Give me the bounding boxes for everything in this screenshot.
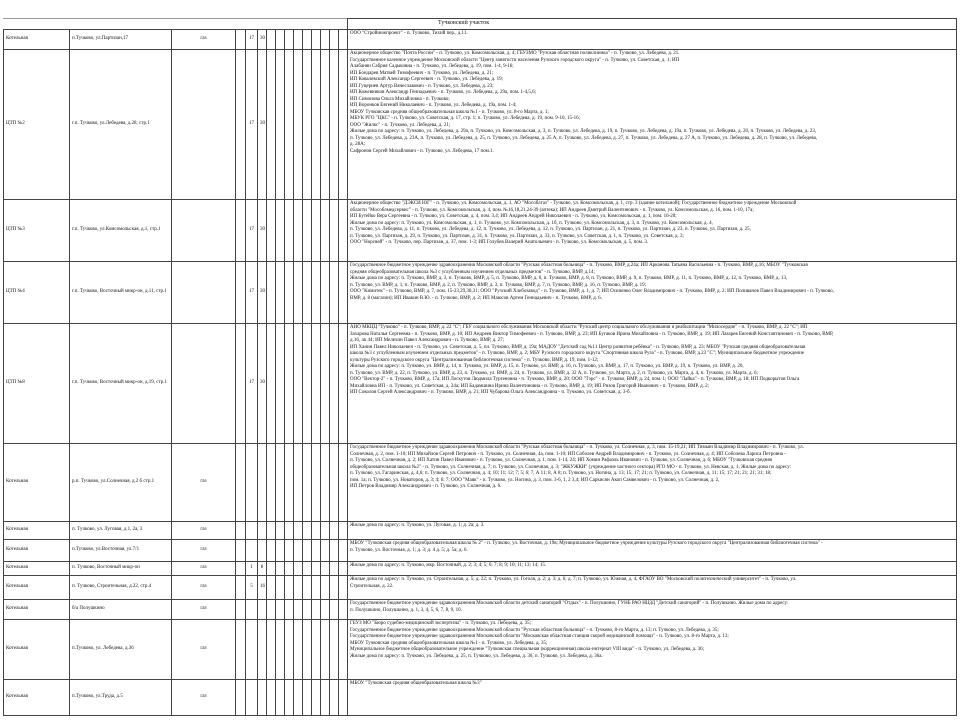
consumer-line: ООО "Норсвей" - п. Тучково, пер. Партизан, д. 37, пом. 1-3; ИП Голубев Валерий Анатольевич - п. Тучково, ул. Комсомольская, д. 5, пом. 3. xyxy=(350,240,649,245)
value-cell-2 xyxy=(258,540,267,562)
empty-cell xyxy=(276,680,285,716)
consumer-line: ООО "Стройинжпроект" - п. Тучково, Тихий пер., д.11. xyxy=(350,31,468,36)
empty-cell xyxy=(294,680,303,716)
empty-cell xyxy=(294,444,303,522)
fuel-cell: газ xyxy=(172,522,236,540)
source-type-cell: Котельная xyxy=(4,620,70,680)
fuel-cell: газ xyxy=(172,30,236,50)
consumers-cell xyxy=(348,620,957,680)
consumer-line: ИП Ковалевский Александр Сергеевич - п. Тучково, ул. Лебедева, д. 19; xyxy=(350,77,503,82)
empty-cell xyxy=(236,576,246,600)
table-row xyxy=(4,444,957,522)
consumer-line: п. Тучково, ул. Солнечная, д. 2; ИП Хатин Павел Иванович - п. Тучково, ул. Солнечная, д. 1, пом. 1-14, 24; ИП Хомин Рафаэль Иванович - п. Тучково, ул. Солнечная, д. 6; МБОУ "Тучковская средняя xyxy=(350,458,772,463)
table-row xyxy=(4,200,957,262)
empty-cell xyxy=(303,200,312,262)
source-address-cell: п.Тучково, ул.Восточная, ул.7/1 xyxy=(70,540,172,562)
empty-cell xyxy=(267,576,276,600)
source-address-cell: г.п. Тучково, Восточный микр-он, д.11, стр.1 xyxy=(70,262,172,324)
empty-cell xyxy=(330,30,339,50)
empty-cell xyxy=(321,620,330,680)
empty-cell xyxy=(321,444,330,522)
empty-cell xyxy=(276,324,285,444)
empty-cell xyxy=(339,30,348,50)
fuel-cell xyxy=(172,50,236,200)
consumer-line: п. Тучково, ул. Партизан, д. 29, п. Тучково, ул. Партизан, д. 31, п. Тучково, ул. Партизан, д. 33, п. Тучково, ул. Советская, д. 1, п. Тучково, ул. Советская, д. 3; xyxy=(350,233,684,239)
empty-cell xyxy=(321,576,330,600)
value-cell-2: 30 xyxy=(258,200,267,262)
source-address-cell: п. Тучково, ул. Луговая, д.1, 2а, 3 xyxy=(70,522,172,540)
value-cell-2: 30 xyxy=(258,50,267,200)
consumers-cell xyxy=(348,324,957,444)
empty-cell xyxy=(267,600,276,620)
consumer-line: Акционерное общество "Почта России" - п. Тучково, ул. Комсомольская, д. 4; ГБУЗМО "Рузская областная поликлиника" - п. Тучково, ул. Лебедева, д. 21. xyxy=(350,51,680,56)
value-cell-1: 17 xyxy=(246,200,258,262)
consumer-line: АНО МКЦЦ "Тучково" - п. Тучково, ВМР, д. 22 "С"; ГБУ социального обслуживания Московской области "Рузский центр социального обслуживания и реабилитации "Милосердие" - п. Тучково, ВМР, д. 22 "С"; ИП xyxy=(350,325,808,330)
table-body xyxy=(4,19,957,716)
empty-cell xyxy=(303,262,312,324)
source-type-cell: Котельная xyxy=(4,540,70,562)
empty-cell xyxy=(330,600,339,620)
source-address-cell: г.п. Тучково, ул.Комсомольская, д.1, стр.1 xyxy=(70,200,172,262)
consumer-line: области "Мособлмедсервис" - п. Тучково, ул. Комсомольская, д. 4, пом. №16,18,21,24-39 (аптека); ИП Андреев Дмитрий Валентинович - п. Тучково, ул. Комсомольская, д. 16, пом. 1-10, 17а; xyxy=(350,207,754,213)
consumer-line: ООО "Кимитек" - п. Тучково, ВМР, д. 7, пом. 15-23,29,30,31; ООО "Рузский Хлебозавод" - п. Тучково, ВМР, д. 1, д. 7; ИП Осипенко Олег Владимирович - п. Тучково, ВМР, д. 2; ИП Поливанов Павел Владимирович - п. Тучково, xyxy=(350,289,834,294)
empty-cell xyxy=(312,30,321,50)
consumer-line: МБОУ Тучковская средняя общеобразовательная школа №1 - п. Тучково, ул. Лебедева, д. 35; xyxy=(350,640,548,646)
source-type-cell: Котельная xyxy=(4,444,70,522)
consumers-cell xyxy=(348,562,957,576)
fuel-cell: газ xyxy=(172,562,236,576)
source-type-cell: ЦТП №2 xyxy=(4,50,70,200)
consumer-line: ИП Соколов Сергей Александрович - п. Тучково, ВМР, д. 21; ИП Чубарова Ольга Александровна - п. Тучково, ул. Советская, д. 3-б. xyxy=(350,390,631,395)
consumer-line: д.16, лк 44; ИП Мелехин Павел Александрович - п. Тучково, ВМР, д. 27; xyxy=(350,338,505,343)
empty-cell xyxy=(276,444,285,522)
empty-cell xyxy=(267,444,276,522)
consumer-line: ИП Бондарев Матвей Тимофеевич - п. Тучково, ул. Лебедева, д. 21; xyxy=(350,70,494,76)
consumer-line: п. Тучково, ул. ВМР, д. 1, п. Тучково, ВМР, д. 2, п. Тучково, ВМР, д. 3, п. Тучково, ВМР, д. 7, п. Тучково, ВМР, д. 16, п. Тучково, ВМР, д. 19; xyxy=(350,282,647,288)
source-type-cell: Котельная xyxy=(4,522,70,540)
consumer-line: Жилые дома по адресу: п. Тучково, ул. Строительная, д. 5; д. 22; п. Тучково, ул. Гоголя, д. 2; д. 3; д. 6; д. 7; п. Тучково, ул. Южная, д. 4, ФГАОУ ВО "Московский политехнический университет" - п. Тучково, ул. xyxy=(350,577,797,582)
table-row xyxy=(4,600,957,620)
empty-cell xyxy=(312,576,321,600)
consumer-line: Алабанян Сабрия Садыковна - п. Тучково, ул. Лебедева, д. 19, пом. 1-4, 9-16; xyxy=(350,64,514,69)
consumer-line: Муниципальное бюджетное общеобразовательное учреждение "Тучковская специальная (коррекционная) школа-интернат VIII вида" - п. Тучково, ул. Лебедева, д. 36; xyxy=(350,647,705,652)
empty-cell xyxy=(330,680,339,716)
table-row xyxy=(4,30,957,50)
empty-cell xyxy=(330,522,339,540)
source-type-cell: Котельная xyxy=(4,576,70,600)
empty-cell xyxy=(303,444,312,522)
empty-cell xyxy=(303,562,312,576)
consumer-line: ИП Бутейко Вера Сергеевна - п. Тучково, ул. Советская, д. 4, пом. 3,4; ИП Андреев Андрей Николаевич - п. Тучково, ул. Комсомольская, д. 1, пом. 16-20; xyxy=(350,214,677,219)
empty-cell xyxy=(339,50,348,200)
empty-cell xyxy=(236,444,246,522)
empty-cell xyxy=(285,50,294,200)
empty-cell xyxy=(236,50,246,200)
consumer-line: общеобразовательная школа №2" - п. Тучково, ул. Солнечная, д. 7; п. Тучково, ул. Солнечная, д. 3; "ЖКУЖКИ" (учреждение частного сектора) РГО МО - п. Тучково, ул. Невская, д. 1; Жилые дома по адресу: xyxy=(350,464,792,470)
source-type-cell: ЦТП №8 xyxy=(4,324,70,444)
empty-cell xyxy=(276,620,285,680)
empty-cell xyxy=(276,562,285,576)
fuel-cell xyxy=(172,200,236,262)
consumer-line: Захарова Наталья Сергеевна - п. Тучково, ВМР, д. 10; ИП Андреев Виктор Тимофеевич - п. Тучково, ВМР, д. 23; ИП Бугаков Ирина Михайловна - п. Тучково, ВМР, д. 19; ИП Лазарев Евгений Константинович - п. Тучково, ВМР, xyxy=(350,331,834,337)
empty-cell xyxy=(330,262,339,324)
empty-cell xyxy=(285,540,294,562)
section-title-row xyxy=(4,19,957,30)
source-type-cell: Котельная xyxy=(4,680,70,716)
consumer-line: Государственное бюджетное учреждение здравоохранения Московской области "Московская областная станция скорой медицинской помощи" - п. Тучково, ул. 8-го Марта, д. 13; xyxy=(350,634,729,639)
empty-cell xyxy=(321,680,330,716)
empty-cell xyxy=(294,562,303,576)
empty-cell xyxy=(312,200,321,262)
empty-cell xyxy=(267,620,276,680)
fuel-cell: газ xyxy=(172,444,236,522)
consumers-cell xyxy=(348,576,957,600)
value-cell-1: 5 xyxy=(246,576,258,600)
empty-cell xyxy=(321,30,330,50)
empty-cell xyxy=(330,620,339,680)
empty-cell xyxy=(312,324,321,444)
empty-cell xyxy=(330,540,339,562)
empty-cell xyxy=(312,522,321,540)
empty-cell xyxy=(339,200,348,262)
consumers-cell xyxy=(348,200,957,262)
empty-cell xyxy=(285,324,294,444)
source-type-cell: ЦТП №3 xyxy=(4,200,70,262)
empty-cell xyxy=(330,444,339,522)
source-address-cell: г.п. Тучково, ул.Лебедева, д.28, стр.1 xyxy=(70,50,172,200)
empty-cell xyxy=(312,444,321,522)
empty-cell xyxy=(312,620,321,680)
consumer-line: Жилые дома по адресу: п. Тучково, ул. Комсомольская, д. 1, п. Тучково, ул. Комсомольская, д. 1б, п. Тучково, ул. Комсомольская, д. 3, п. Тучково, ул. Комсомольская, д. 4, xyxy=(350,220,713,226)
empty-cell xyxy=(312,680,321,716)
consumer-line: ИП Ханин Павел Николаевич - п. Тучково, ул. Советская, д. 5, пл. Тучково, ВМР, д. 19а; МАДОУ "Детский сад №11 Центр развития ребёнка" - п. Тучково, ВМР, д. 23; МБОУ "Рузская средняя общеобразовательная xyxy=(350,344,806,350)
empty-cell xyxy=(236,680,246,716)
consumers-cell xyxy=(348,600,957,620)
empty-cell xyxy=(236,620,246,680)
consumers-cell xyxy=(348,444,957,522)
table-row xyxy=(4,680,957,716)
consumer-line: Жилые дома по адресу: п. Тучково, ул. Лебедева, д. 25, п. Тучково, ул. Лебедева, д. 30, п. Тучково, ул. Лебедева, д. 36а. xyxy=(350,653,603,659)
empty-cell xyxy=(276,540,285,562)
table-row xyxy=(4,262,957,324)
empty-cell xyxy=(276,200,285,262)
consumer-line: ИП Петров Владимир Александрович - п. Тучково, ул. Солнечная, д. 6. xyxy=(350,484,502,489)
value-cell-1: 17 xyxy=(246,50,258,200)
empty-cell xyxy=(339,540,348,562)
value-cell-1 xyxy=(246,540,258,562)
table-row xyxy=(4,576,957,600)
consumer-line: ИП Кожевников Александр Геннадьевич - п. Тучково, ул. Лебедева, д. 29а, пом. 1-4,5,6; xyxy=(350,90,537,95)
table-row xyxy=(4,540,957,562)
consumers-cell xyxy=(348,522,957,540)
empty-cell xyxy=(303,600,312,620)
empty-cell xyxy=(276,600,285,620)
empty-cell xyxy=(285,200,294,262)
empty-cell xyxy=(294,262,303,324)
consumer-line: п. Тучково, ул. Гагаринская, д. 4,6; п. Тучково, ул. Солнечная, д. 4; 10; 11; 12; 7; 5; 6; 7, А 11; 8, А 8; п. Тучково, ул. Ногина, д. 13; 15; 17; 21; п. Тучково, ул. Солнечная, д. 11; 15; 17; 21; 21; 21; 31; 18; xyxy=(350,471,772,476)
value-cell-1 xyxy=(246,620,258,680)
consumer-line: школа №3 с углубленным изучением отдельных предметов" - п. Тучково, ВМР, д. 2; МБУ Рузского городского округа "Спортивная школа Руза" - п. Тучково, ВМР, д.23 "С"; Муниципальное бюджетное учреждение xyxy=(350,351,804,356)
empty-cell xyxy=(285,262,294,324)
source-type-cell: Котельная xyxy=(4,600,70,620)
table-row xyxy=(4,522,957,540)
empty-cell xyxy=(294,522,303,540)
empty-cell xyxy=(339,680,348,716)
consumer-line: МБУК РГО "ЦКС" - п. Тучково, ул. Советская, д. 17, стр. 1; п. Тучково, ул. Лебедева, д. 19, пом. 9-10, 15-16; xyxy=(350,116,581,121)
consumers-cell xyxy=(348,262,957,324)
empty-cell xyxy=(267,540,276,562)
empty-cell xyxy=(339,620,348,680)
empty-cell xyxy=(339,522,348,540)
empty-cell xyxy=(267,324,276,444)
consumer-line: Государственное бюджетное учреждение здравоохранения Московской области детский санаторий "Отдых" - п. Полушкино, ГУНБ РАО НЦЗД "Детский санаторий" - п. Полушкино. Жилые дома по адресу: xyxy=(350,601,789,606)
empty-cell xyxy=(339,444,348,522)
consumers-cell xyxy=(348,30,957,50)
empty-cell xyxy=(267,50,276,200)
empty-cell xyxy=(267,200,276,262)
empty-cell xyxy=(330,50,339,200)
section-title: Тучковский участок xyxy=(348,19,957,30)
consumer-line: Государственное бюджетное учреждение здравоохранения Московской области "Рузская областная больница" - п. Тучково, ВМР, д.24а; ИП Арканова Татьяна Васильевна - п. Тучково, ВМР, д.16; МБОУ "Тучковская xyxy=(350,263,808,268)
empty-cell xyxy=(294,576,303,600)
consumer-line: д. 28А; xyxy=(350,142,366,147)
consumer-line: культуры Рузского городского округа "Централизованная библиотечная система" - п. Тучково, ВМР, д. 19, пом. 1-12; xyxy=(350,357,599,363)
consumer-line: средняя общеобразовательная школа №3 с углубленным изучением отдельных предметов" - п. Тучково, ВМР, д.14; xyxy=(350,269,595,275)
table-row xyxy=(4,562,957,576)
empty-cell xyxy=(285,576,294,600)
empty-cell xyxy=(303,324,312,444)
value-cell-1: 17 xyxy=(246,324,258,444)
empty-cell xyxy=(285,680,294,716)
consumer-line: Солнечная, д. 2, пом. 1-10; ИП Михайлов Сергей Петрович - п. Тучково, ул. Солнечная, 4а, пом. 1-10; ИП Соболев Андрей Владимирович - п. Тучково, ул. Солнечная, д. 4; ИП Соболева Лариса Петровна - xyxy=(350,451,786,457)
table-row xyxy=(4,324,957,444)
consumer-line: ИП Воронков Евгений Николаевич - п. Тучково, ул. Лебедева, д. 19а, пом. 1-4; xyxy=(350,103,517,108)
empty-cell xyxy=(303,522,312,540)
empty-cell xyxy=(321,262,330,324)
heat-supply-table xyxy=(3,18,957,716)
empty-cell xyxy=(303,50,312,200)
empty-cell xyxy=(339,324,348,444)
value-cell-1 xyxy=(246,680,258,716)
consumer-line: Государственное бюджетное учреждение здравоохранения Московской области "Рузская областная больница" - п. Тучково, ул. Солнечная, д. 3, пом. 15-19,21; ИП Тимьян Владимир Владимирович - п. Тучково, ул. xyxy=(350,445,804,450)
empty-cell xyxy=(303,680,312,716)
empty-cell xyxy=(303,620,312,680)
empty-cell xyxy=(321,200,330,262)
empty-cell xyxy=(294,324,303,444)
top-margin xyxy=(3,0,957,19)
source-address-cell: п.Тучково, ул. Лебедева, д.36 xyxy=(70,620,172,680)
source-address-cell: п. Тучково, Строительная, д.22, стр.4 xyxy=(70,576,172,600)
empty-cell xyxy=(330,324,339,444)
empty-cell xyxy=(285,620,294,680)
empty-cell xyxy=(321,562,330,576)
fuel-cell: газ xyxy=(172,620,236,680)
fuel-cell: газ xyxy=(172,540,236,562)
empty-cell xyxy=(312,540,321,562)
consumer-line: МБОУ "Тучковская средняя общеобразовательная школа №3" xyxy=(350,681,482,686)
consumer-line: ВМР, д. 8 (магазин); ИП Ивакин В.Ю. - п. Тучково, ВМР, д. 2; ИП Маюсов Артем Геннадьевич - п. Тучково, ВМР, д. 6. xyxy=(350,295,602,301)
consumer-line: Акционерное общество "ДЭКСИ ЮГ" - п. Тучково, ул. Комсомольская, д. 1, АО "Мособлгаз" - Тучково, ул. Комсомольская, д. 1, стр. 3 (здание котельной); Государственное бюджетное учреждение Московской xyxy=(350,201,797,206)
empty-cell xyxy=(303,576,312,600)
empty-cell xyxy=(294,620,303,680)
empty-cell xyxy=(294,540,303,562)
empty-cell xyxy=(312,562,321,576)
source-address-cell: п.Тучково, ул.Партизан,17 xyxy=(70,30,172,50)
consumer-line: п. Тучково, ул. Лебедева, д. 23А, п. Тучково, ул. Лебедева, д. 25, п. Тучково, ул. Лебедева, д. 25 А, п. Тучково, ул. Лебедева, д. 27, п. Тучково, ул. Лебедева, д. 27 А, п. Тучково, ул. Лебедева, д. 28, п. Тучково, ул. Лебедева, xyxy=(350,135,818,141)
fuel-cell: газ xyxy=(172,600,236,620)
empty-cell xyxy=(303,540,312,562)
empty-cell xyxy=(276,522,285,540)
empty-cell xyxy=(285,522,294,540)
value-cell-1 xyxy=(246,600,258,620)
value-cell-2 xyxy=(258,522,267,540)
consumer-line: ООО "Вектор-2" - п. Тучково, ВМР, д. 17а; ИП Лоскутов Людмила Тургеновна - п. Тучково, ВМР, д. 20; ООО "Тэрс" - п. Тучково, ВМР, д. 24, пом. 1; ООО "Лайка" - п. Тучково, ВМР, д. 18; ИП Подкорытов Ольга xyxy=(350,377,800,382)
empty-cell xyxy=(294,50,303,200)
consumer-line: Жилые дома по адресу: п. Тучково, ул. ВМР, д. 14, п. Тучково, ул. ВМР, д. 15, п. Тучково, ул. ВМР, д. 16, п. Тучково, ул. ВМР, д. 17, п. Тучково, ул. ВМР, д. 19, п. Тучково, ул. ВМР, д. 20, xyxy=(350,364,744,369)
consumer-line: ИП Гуцериев Артур Вячеславович - п. Тучково, ул. Лебедева, д. 23; xyxy=(350,83,494,89)
empty-cell xyxy=(267,562,276,576)
value-cell-2: 30 xyxy=(258,324,267,444)
value-cell-2: 30 xyxy=(258,262,267,324)
empty-cell xyxy=(330,562,339,576)
source-address-cell: п. Тучково, Восточный микр-он xyxy=(70,562,172,576)
empty-cell xyxy=(236,600,246,620)
value-cell-1: 17 xyxy=(246,262,258,324)
empty-cell xyxy=(285,30,294,50)
source-address-cell: р.п. Тучково, ул.Солнечная, д.2 б стр.1 xyxy=(70,444,172,522)
consumers-cell xyxy=(348,50,957,200)
empty-cell xyxy=(285,562,294,576)
consumer-line: ООО "Жилкс" - п. Тучково, ул. Лебедева, д. 21; xyxy=(350,122,451,128)
value-cell-2 xyxy=(258,444,267,522)
empty-cell xyxy=(236,324,246,444)
empty-cell xyxy=(236,30,246,50)
consumer-line: пом. 1а; п. Тучково, ул. Новаторов, д. 3; 4; 6; 7; ООО "Маяк" - п. Тучково, ул. Ногина, д. 3, пом. 3-6, 1, 2 3,4; ИП Саркисян Акоп Самвелович - п. Тучково, ул. Солнечная, д. 2, xyxy=(350,477,720,483)
empty-cell xyxy=(285,600,294,620)
consumer-line: Михайловна ИП - п. Тучково, ул. Советская, д. 24а; ИП Бадамшина Ирина Валентиновна - п. Тучково, ВМР, д. 19; ИП Ризов Григорий Иванович - п. Тучково, ВМР, д. 2; xyxy=(350,383,710,389)
empty-cell xyxy=(276,576,285,600)
empty-cell xyxy=(285,444,294,522)
value-cell-1: 17 xyxy=(246,30,258,50)
consumer-line: Государственное казенное учреждение Московской области "Центр занятости населения Рузского городского округа" - п. Тучково, ул. Советская, д. 1; ИП xyxy=(350,57,680,63)
source-type-cell: Котельная xyxy=(4,562,70,576)
source-address-cell: б/а Полушкино xyxy=(70,600,172,620)
empty-cell xyxy=(339,262,348,324)
consumer-line: Государственное бюджетное учреждение здравоохранения Московской области "Рузская областная больница" - п. Тучково, 8-го Марта, д. 13; п. Тучково, ул. Лебедева, д. 35; xyxy=(350,627,719,633)
fuel-cell: газ xyxy=(172,680,236,716)
empty-cell xyxy=(294,600,303,620)
empty-cell xyxy=(321,540,330,562)
empty-cell xyxy=(294,30,303,50)
empty-cell xyxy=(236,262,246,324)
fuel-cell: газ xyxy=(172,576,236,600)
consumer-line: МБОУ Тучковская средняя общеобразовательная школа №1 - п. Тучково, ул. 8-го Марта, д. 1; xyxy=(350,109,549,115)
consumers-cell xyxy=(348,680,957,716)
source-address-cell: г.п. Тучково, Восточный микр-он, д.19, стр.1 xyxy=(70,324,172,444)
empty-cell xyxy=(330,576,339,600)
value-cell-2 xyxy=(258,680,267,716)
empty-cell xyxy=(339,562,348,576)
empty-cell xyxy=(276,262,285,324)
consumer-line: п. Тучково, ул. Восточная, д. 1; д. 3; д. 4 д. 5; д. 5а; д. 6. xyxy=(350,547,468,553)
empty-cell xyxy=(312,262,321,324)
consumer-line: МБОУ "Тучковская средняя общеобразовательная школа № 2" - п. Тучково, ул. Восточная, д. 19в; Муниципальное бюджетное учреждение культуры Рузского городского округа "Централизованная библиотечная система" - xyxy=(350,541,823,546)
consumer-line: ИП Симонова Ольга Михайловна - п. Тучково; xyxy=(350,96,450,102)
source-address-cell: п.Тучково, ул.Труда, д.5 xyxy=(70,680,172,716)
empty-cell xyxy=(303,30,312,50)
empty-cell xyxy=(321,324,330,444)
empty-cell xyxy=(339,576,348,600)
consumer-line: Жилые дома по адресу: п. Тучково, ул. Лебедева, д. 29а, п. Тучково, ул. Комсомольская, д. 3, п. Тучково, ул. Лебедева, д. 19, п. Тучково, ул. Лебедева, д. 19а, п. Тучково, ул. Лебедева, д. 20, п. Тучково, ул. Лебедева, д. 23, xyxy=(350,129,817,134)
empty-cell xyxy=(267,680,276,716)
empty-cell xyxy=(267,522,276,540)
consumer-line: ГБУЗ МО "Бюро судебно-медицинской экспертизы" - п. Тучково, ул. Лебедева, д. 35; xyxy=(350,621,532,626)
value-cell-1: 1 xyxy=(246,562,258,576)
fuel-cell xyxy=(172,262,236,324)
consumer-line: Сафронов Сергей Михайлович - п. Тучково, ул. Лебедева, 17 пом.1. xyxy=(350,148,494,154)
consumer-line: п. Полушкино, Полушкино, д. 1, 3, 4, 5, 6, 7, 8, 9, 10. xyxy=(350,607,462,613)
empty-cell xyxy=(321,50,330,200)
empty-cell xyxy=(236,200,246,262)
consumer-line: п. Тучково, ул. Лебедева, д. 11, п. Тучково, ул. Лебедева, д. 12, п. Тучково, ул. Лебедева, д. 12, п. Тучково, ул. Партизан, д. 21, п. Тучково, ул. Партизан, д. 23, п. Тучково, ул. Партизан, д. 25, xyxy=(350,227,751,232)
value-cell-2: 8 xyxy=(258,562,267,576)
empty-cell xyxy=(267,262,276,324)
consumer-line: Жилые дома по адресу: п. Тучково, ул. Луговая, д. 1; д. 2а; д. 3. xyxy=(350,523,485,528)
empty-cell xyxy=(276,50,285,200)
empty-cell xyxy=(294,200,303,262)
value-cell-2: 30 xyxy=(258,30,267,50)
empty-cell xyxy=(312,50,321,200)
empty-cell xyxy=(236,562,246,576)
empty-cell xyxy=(236,540,246,562)
source-type-cell: ЦТП №4 xyxy=(4,262,70,324)
empty-cell xyxy=(236,522,246,540)
fuel-cell xyxy=(172,324,236,444)
empty-cell xyxy=(330,200,339,262)
consumer-line: Строительная, д. 22. xyxy=(350,583,394,589)
source-type-cell: Котельная xyxy=(4,30,70,50)
value-cell-1 xyxy=(246,522,258,540)
consumer-line: Жилые дома по адресу: п. Тучково, мкр. Восточный, д. 2; 3; 4; 5; 6; 7; 8; 9; 10; 11; 13; 14; 15. xyxy=(350,563,547,568)
consumers-cell xyxy=(348,540,957,562)
empty-cell xyxy=(321,522,330,540)
empty-cell xyxy=(339,600,348,620)
consumer-line: Жилые дома по адресу: п. Тучково, ВМР, д. 3, п. Тучково, ВМР, д. 5, п. Тучково, ВМР, д. 6, п. Тучково, ВМР, д. 8, п. Тучково, ВМР, д. 9, п. Тучково, ВМР, д. 11, п. Тучково, ВМР, д. 12, п. Тучково, ВМР, д. 13, xyxy=(350,276,788,281)
value-cell-2 xyxy=(258,620,267,680)
empty-cell xyxy=(312,600,321,620)
empty-cell xyxy=(267,30,276,50)
consumer-line: п. Тучково, ул. ВМР, д. 22, п. Тучково, ул. ВМР, д. 23, п. Тучково, ул. ВМР, д. 24, п. Тучково, ул. ВМР, д. 32 А, п. Тучково, ул. Марта, д. 2, п. Тучково, ул. Марта, д. 4, п. Тучково, ул. Марта, д. 6; xyxy=(350,370,758,376)
empty-cell xyxy=(276,30,285,50)
table-row xyxy=(4,50,957,200)
value-cell-2: 16 xyxy=(258,576,267,600)
table-row xyxy=(4,620,957,680)
empty-cell xyxy=(321,600,330,620)
value-cell-1 xyxy=(246,444,258,522)
value-cell-2 xyxy=(258,600,267,620)
